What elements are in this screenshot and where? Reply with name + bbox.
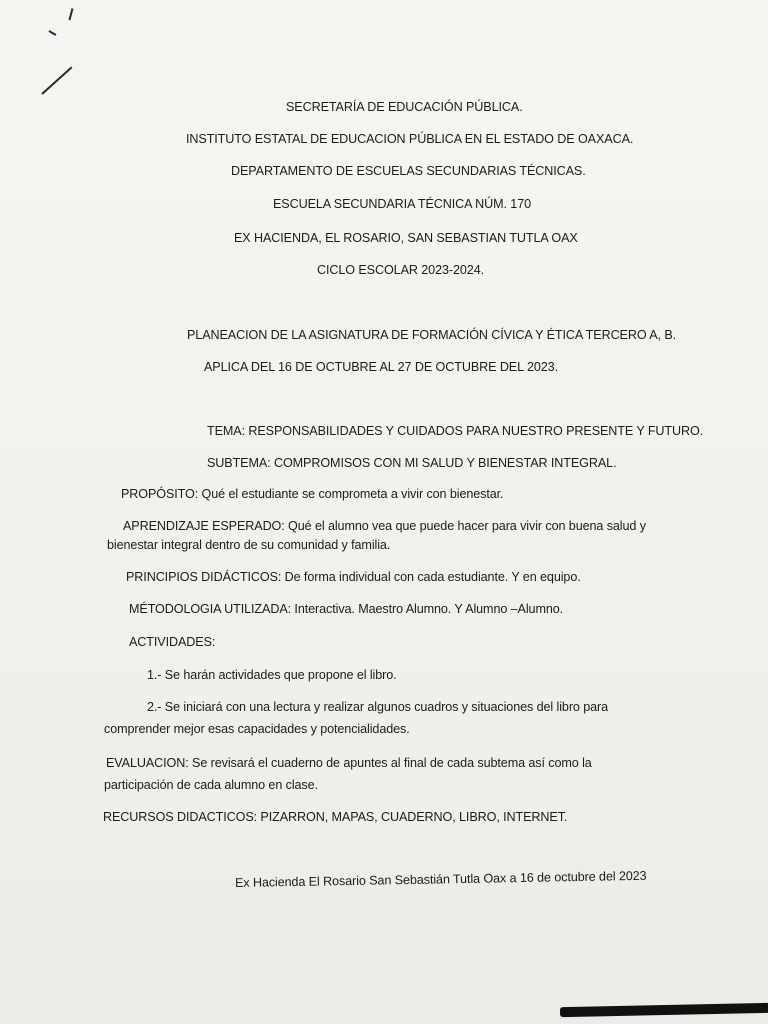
principios: PRINCIPIOS DIDÁCTICOS: De forma individual con cada estudiante. Y en equipo.	[126, 570, 581, 584]
pen-mark	[41, 66, 72, 94]
header-departamento: DEPARTAMENTO DE ESCUELAS SECUNDARIAS TÉCNICAS.	[231, 164, 586, 178]
footer-place-date: Ex Hacienda El Rosario San Sebastián Tutla Oax a 16 de octubre del 2023	[234, 868, 647, 890]
proposito: PROPÓSITO: Qué el estudiante se comprometa a vivir con bienestar.	[121, 487, 504, 501]
evaluacion-line-2: participación de cada alumno en clase.	[104, 778, 318, 792]
header-secretaria: SECRETARÍA DE EDUCACIÓN PÚBLICA.	[286, 100, 523, 114]
planning-dates: APLICA DEL 16 DE OCTUBRE AL 27 DE OCTUBRE DEL 2023.	[204, 360, 558, 374]
tema: TEMA: RESPONSABILIDADES Y CUIDADOS PARA NUESTRO PRESENTE Y FUTURO.	[207, 424, 704, 438]
header-address: EX HACIENDA, EL ROSARIO, SAN SEBASTIAN TUTLA OAX	[234, 231, 578, 245]
pen-mark	[68, 8, 73, 20]
header-escuela: ESCUELA SECUNDARIA TÉCNICA NÚM. 170	[273, 197, 532, 211]
actividades-label: ACTIVIDADES:	[129, 635, 216, 649]
header-ciclo: CICLO ESCOLAR 2023-2024.	[317, 263, 485, 277]
header-instituto: INSTITUTO ESTATAL DE EDUCACION PÚBLICA EN EL ESTADO DE OAXACA.	[186, 132, 634, 146]
metodologia: MÉTODOLOGIA UTILIZADA: Interactiva. Maestro Alumno. Y Alumno –Alumno.	[129, 602, 564, 616]
actividad-2-line-2: comprender mejor esas capacidades y potencialidades.	[104, 722, 410, 736]
aprendizaje-line-1: APRENDIZAJE ESPERADO: Qué el alumno vea que puede hacer para vivir con buena salud y	[123, 519, 646, 533]
subtema: SUBTEMA: COMPROMISOS CON MI SALUD Y BIENESTAR INTEGRAL.	[207, 456, 617, 470]
actividad-2-line-1: 2.- Se iniciará con una lectura y realizar algunos cuadros y situaciones del libro para	[147, 700, 609, 714]
evaluacion-line-1: EVALUACION: Se revisará el cuaderno de apuntes al final de cada subtema así como la	[106, 756, 592, 770]
aprendizaje-line-2: bienestar integral dentro de su comunidad y familia.	[107, 538, 391, 552]
planning-title: PLANEACION DE LA ASIGNATURA DE FORMACIÓN CÍVICA Y ÉTICA TERCERO A, B.	[187, 328, 677, 342]
recursos: RECURSOS DIDACTICOS: PIZARRON, MAPAS, CUADERNO, LIBRO, INTERNET.	[103, 810, 568, 824]
page-edge-shadow	[560, 1003, 768, 1017]
actividad-1: 1.- Se harán actividades que propone el libro.	[147, 668, 397, 682]
pen-mark	[49, 30, 57, 36]
